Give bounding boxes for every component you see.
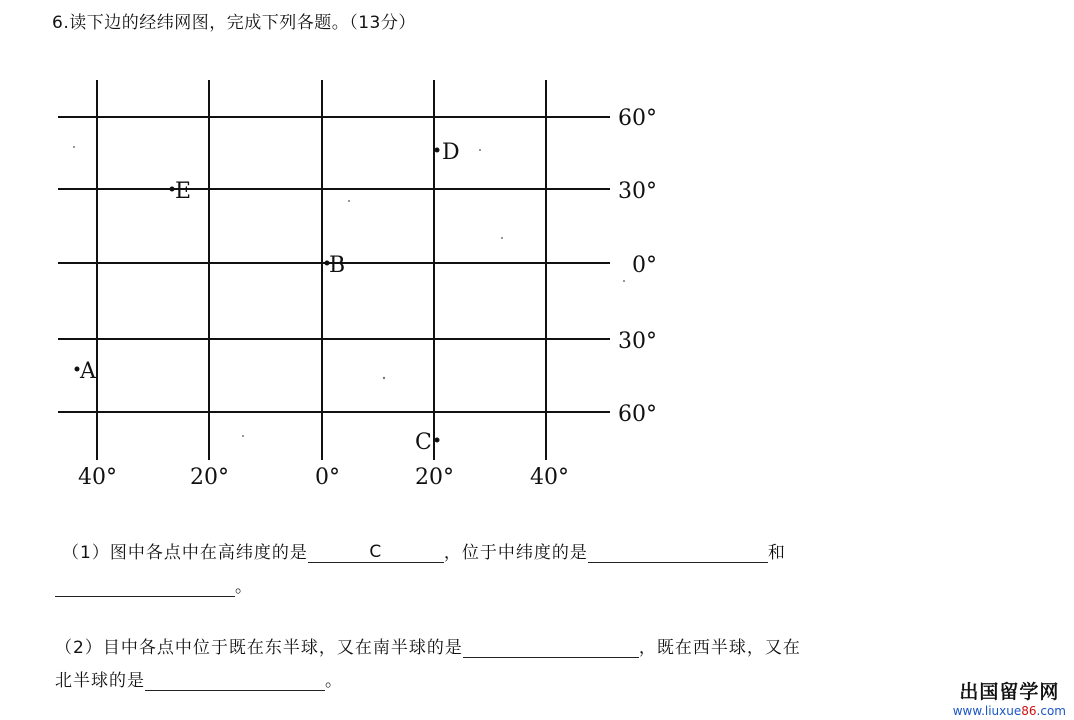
q2-line1-suffix: ，既在西半球，又在	[638, 638, 801, 658]
q1-conj: 和	[767, 543, 786, 563]
lon-label-40w: 40°	[78, 465, 117, 490]
watermark-title: 出国留学网	[959, 681, 1060, 703]
point-c-label: C	[415, 430, 432, 455]
q1-middle: ，位于中纬度的是	[443, 543, 588, 563]
lat-label-60n: 60°	[618, 106, 657, 131]
point-d-label: D	[442, 140, 460, 165]
question-title: 6.读下边的经纬网图，完成下列各题。（13分）	[52, 13, 416, 33]
lat-label-30n: 30°	[618, 179, 657, 204]
speck	[623, 280, 625, 282]
q1-prefix: （1）图中各点中在高纬度的是	[62, 543, 308, 563]
lat-label-60s: 60°	[618, 402, 657, 427]
q2-line2-prefix: 北半球的是	[55, 671, 145, 691]
point-e-dot	[170, 187, 175, 192]
speck	[383, 377, 385, 379]
lat-label-equator: 0°	[632, 253, 657, 278]
speck	[501, 237, 503, 239]
speck	[242, 435, 244, 437]
speck	[73, 146, 75, 148]
lon-label-20e: 20°	[415, 465, 454, 490]
q2-answer-east-south-blank[interactable]	[463, 637, 639, 658]
lon-label-0: 0°	[315, 465, 340, 490]
q1-answer-high-blank[interactable]: C	[308, 542, 444, 563]
q2-line1-prefix: （2）目中各点中位于既在东半球，又在南半球的是	[55, 638, 463, 658]
point-a-label: A	[80, 359, 96, 384]
speck	[348, 200, 350, 202]
q1-line2	[55, 572, 253, 597]
point-d-dot	[435, 148, 440, 153]
lon-label-40e: 40°	[530, 465, 569, 490]
watermark-url: www.liuxue86.com	[952, 704, 1066, 718]
q2-line1	[55, 633, 801, 658]
q1-end: 。	[235, 577, 253, 597]
q1-answer-mid2-blank[interactable]	[55, 576, 235, 597]
point-c-dot	[435, 438, 440, 443]
q2-line2	[55, 666, 343, 691]
point-b-label: B	[329, 253, 346, 278]
site-watermark	[953, 677, 1066, 718]
q1-line1	[62, 538, 786, 563]
speck	[479, 149, 481, 151]
point-e-label: E	[175, 179, 192, 204]
point-a-dot	[75, 367, 80, 372]
q1-answer-mid1-blank[interactable]	[588, 542, 768, 563]
q2-answer-west-north-blank[interactable]	[145, 670, 325, 691]
q2-end: 。	[325, 671, 343, 691]
lat-label-30s: 30°	[618, 329, 657, 354]
lon-label-20w: 20°	[190, 465, 229, 490]
